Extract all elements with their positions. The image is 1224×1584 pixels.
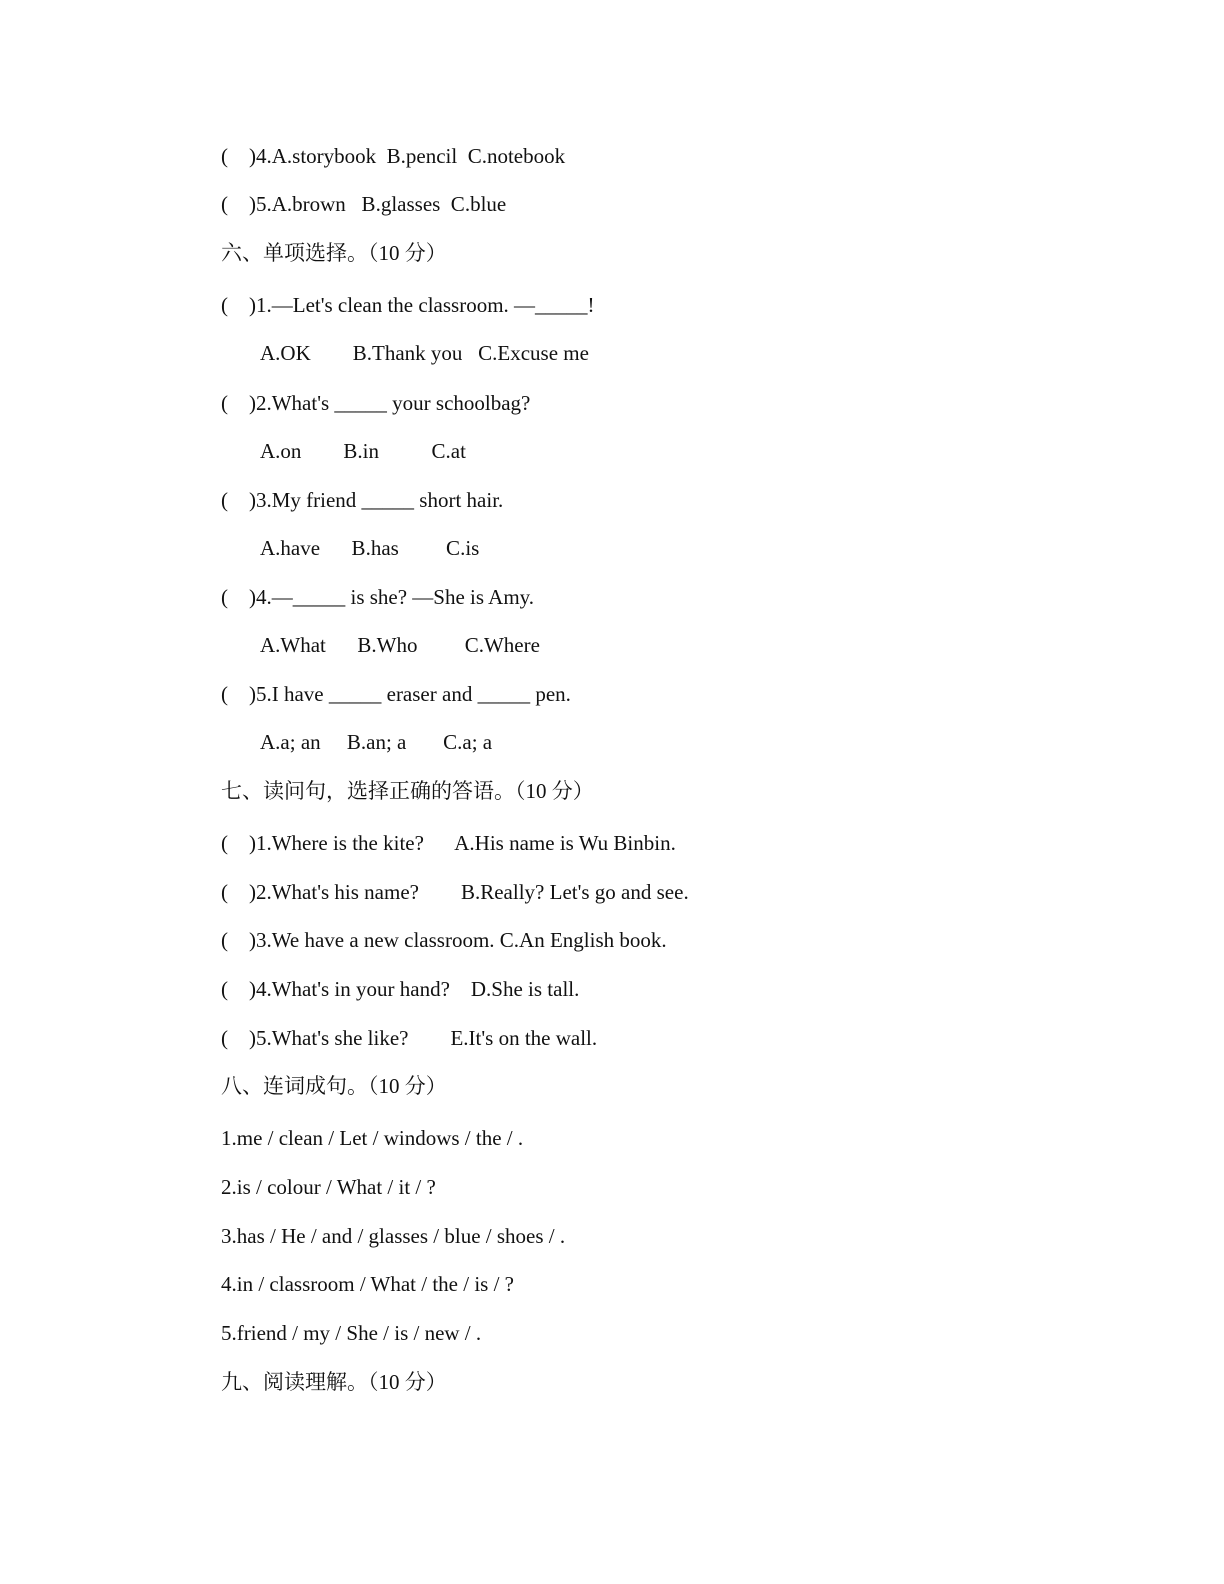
- s7-item-4: ( )4.What's in your hand? D.She is tall.: [221, 977, 580, 1001]
- s6-q1-stem: ( )1.—Let's clean the classroom. —_____!: [221, 293, 595, 317]
- s6-q2-stem: ( )2.What's _____ your schoolbag?: [221, 391, 531, 415]
- s5-item-5: ( )5.A.brown B.glasses C.blue: [221, 192, 507, 216]
- s6-q4-stem: ( )4.—_____ is she? —She is Amy.: [221, 585, 535, 609]
- s8-item-2: 2.is / colour / What / it / ?: [221, 1175, 436, 1199]
- s8-item-5: 5.friend / my / She / is / new / .: [221, 1321, 482, 1345]
- s7-item-1: ( )1.Where is the kite? A.His name is Wu Binbin.: [221, 831, 676, 855]
- s6-q1-options: A.OK B.Thank you C.Excuse me: [260, 341, 589, 365]
- s8-heading: 八、连词成句。（10 分）: [221, 1074, 447, 1098]
- s9-heading: 九、阅读理解。（10 分）: [221, 1370, 447, 1394]
- s7-item-2: ( )2.What's his name? B.Really? Let's go and see.: [221, 880, 689, 904]
- s7-heading: 七、读问句，选择正确的答语。（10 分）: [221, 779, 594, 803]
- s8-item-1: 1.me / clean / Let / windows / the / .: [221, 1126, 524, 1150]
- s6-q2-options: A.on B.in C.at: [260, 439, 466, 463]
- s8-item-4: 4.in / classroom / What / the / is / ?: [221, 1272, 514, 1296]
- s6-q3-stem: ( )3.My friend _____ short hair.: [221, 488, 504, 512]
- s7-item-5: ( )5.What's she like? E.It's on the wall.: [221, 1026, 598, 1050]
- s6-q5-stem: ( )5.I have _____ eraser and _____ pen.: [221, 682, 571, 706]
- s5-item-4: ( )4.A.storybook B.pencil C.notebook: [221, 144, 566, 168]
- s7-item-3: ( )3.We have a new classroom. C.An English book.: [221, 928, 667, 952]
- s6-q5-options: A.a; an B.an; a C.a; a: [260, 730, 493, 754]
- s6-heading: 六、单项选择。（10 分）: [221, 241, 447, 265]
- s8-item-3: 3.has / He / and / glasses / blue / shoes / .: [221, 1224, 566, 1248]
- s6-q4-options: A.What B.Who C.Where: [260, 633, 540, 657]
- s6-q3-options: A.have B.has C.is: [260, 536, 480, 560]
